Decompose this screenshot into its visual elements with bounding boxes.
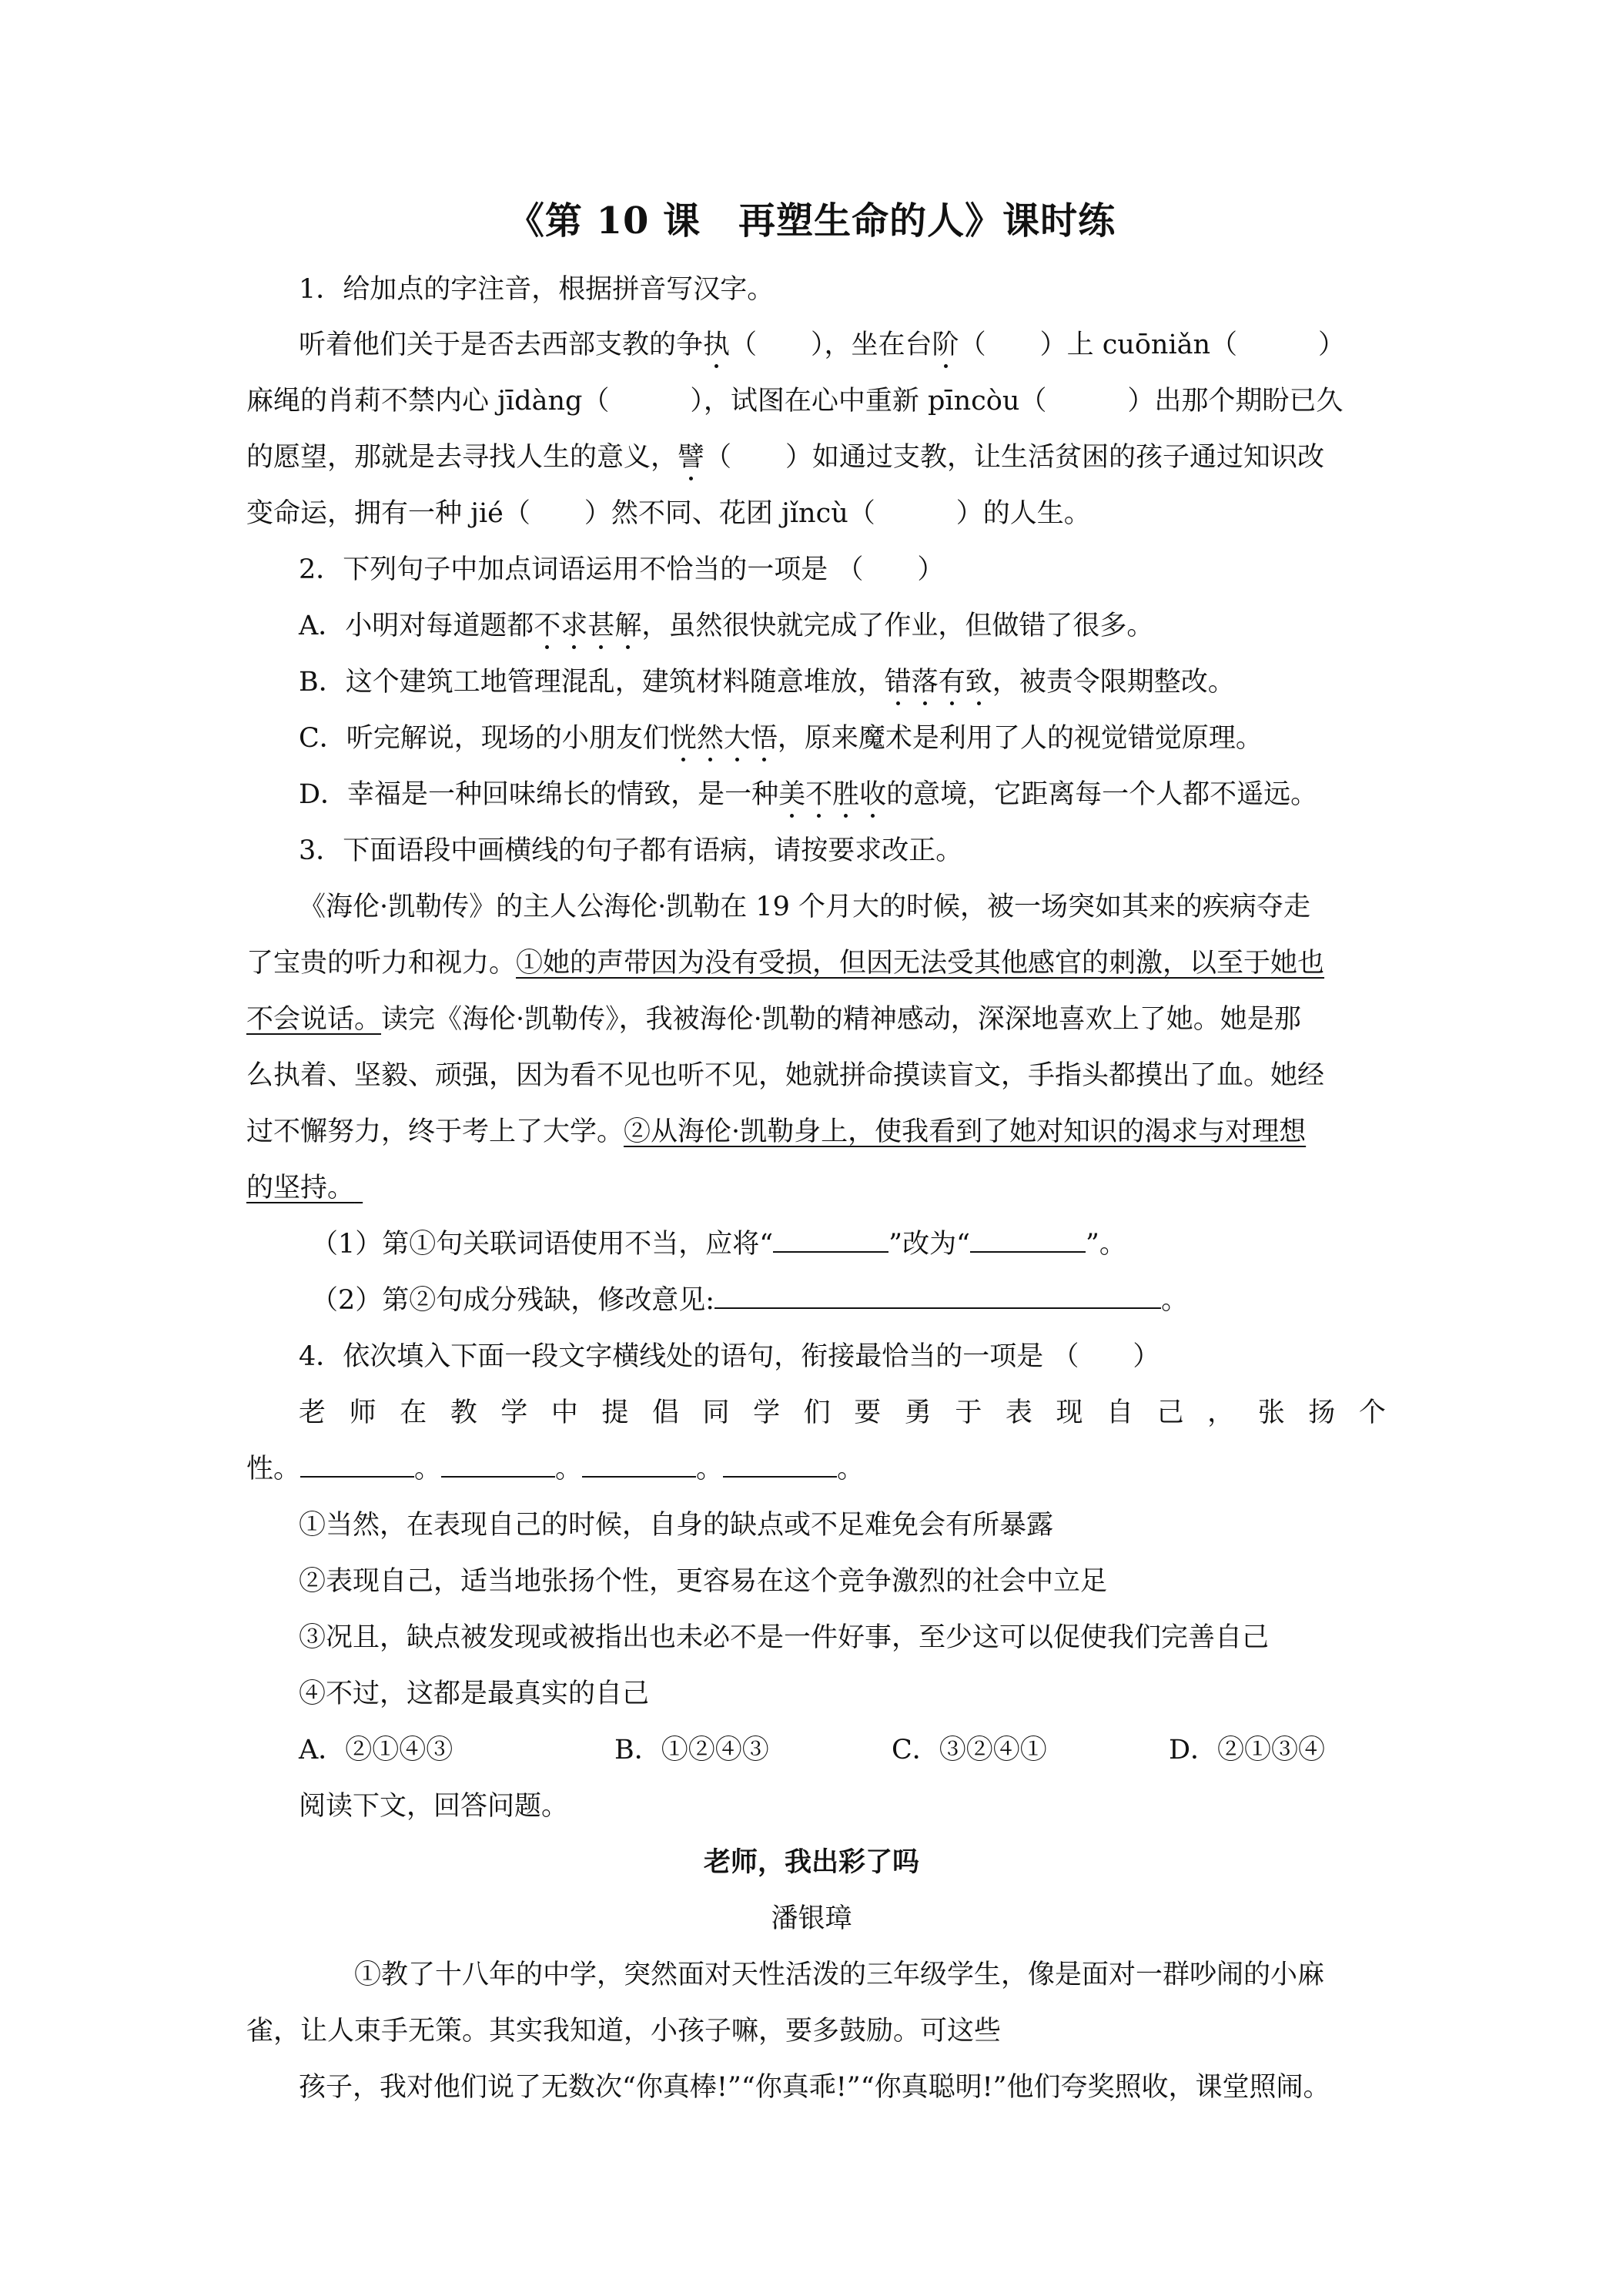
q3-passage-line-2 [246, 945, 1386, 982]
dotted-char: 落 [911, 667, 939, 698]
dotted-char: 甚 [587, 611, 615, 641]
option-d[interactable]: D．②①③④ [1169, 1735, 1326, 1766]
reading-paragraph-2: 孩子，我对他们说了无数次“你真棒!”“你真乖!”“你真聪明!”他们夸奖照收，课堂照闹。 [299, 2072, 1330, 2103]
q3-sub-2 [311, 1282, 1451, 1319]
q3-passage-line-4: 么执着、坚毅、顽强，因为看不见也听不见，她就拼命摸读盲文，手指头都摸出了血。她经 [246, 1060, 1325, 1091]
q1-text: 的愿望，那就是去寻找人生的意义， [246, 442, 678, 473]
reading-title: 老师，我出彩了吗 [703, 1846, 919, 1878]
dotted-char: 譬 [678, 442, 705, 473]
q4-sentence-1: ①当然，在表现自己的时候，自身的缺点或不足难免会有所暴露 [299, 1510, 1054, 1541]
option-text: D．幸福是一种回味绵长的情致，是一种 [299, 779, 779, 810]
q3-passage-line-3 [246, 1001, 1386, 1038]
dotted-char: 致 [965, 667, 992, 698]
q1-text: （ ），坐在台 [730, 330, 932, 360]
underlined-sentence-2-end: 的坚持。 [246, 1173, 355, 1203]
sub-question-text: （2）第②句成分残缺，修改意见: [311, 1285, 715, 1316]
char: 勇 [904, 1397, 932, 1428]
char: 提 [601, 1397, 629, 1428]
option-text: ，被责令限期整改。 [992, 667, 1235, 698]
dotted-char: 错 [884, 667, 912, 698]
separator: 。 [414, 1454, 442, 1484]
answer-blank[interactable] [723, 1451, 837, 1478]
q2-option-a [299, 607, 1438, 644]
passage-text: 过不懈努力，终于考上了大学。 [246, 1116, 624, 1147]
dotted-char: 美 [778, 779, 806, 810]
char: 学 [500, 1397, 528, 1428]
q4-stem: 4．依次填入下面一段文字横线处的语句，衔接最恰当的一项是 （ ） [299, 1341, 1160, 1372]
underline-tail: ​ [354, 1173, 363, 1203]
q3-passage-line-5 [246, 1113, 1386, 1150]
q1-text: （ ）上 cuōniǎn（ ） [959, 330, 1346, 360]
char: 同 [702, 1397, 730, 1428]
char: 中 [550, 1397, 578, 1428]
reading-author: 潘银璋 [771, 1903, 852, 1934]
char: 己 [1156, 1397, 1184, 1428]
answer-blank[interactable] [300, 1451, 414, 1478]
char: 师 [349, 1397, 376, 1428]
q1-text: 听着他们关于是否去西部支教的争 [299, 330, 704, 360]
char: 表 [1005, 1397, 1032, 1428]
char: ， [1207, 1397, 1235, 1428]
dotted-char: 悟 [750, 723, 778, 754]
dotted-char: 大 [723, 723, 751, 754]
reading-paragraph-1-cont: 雀，让人束手无策。其实我知道，小孩子嘛，要多鼓励。可这些 [246, 2016, 1002, 2047]
option-text: ，原来魔术是利用了人的视觉错觉原理。 [777, 723, 1263, 754]
underlined-sentence-2: ②从海伦·凯勒身上，使我看到了她对知识的渴求与对理想 [624, 1116, 1307, 1147]
reading-intro: 阅读下文，回答问题。 [299, 1791, 569, 1822]
underlined-sentence-1-end: 不会说话。 [246, 1004, 382, 1035]
separator: 。 [837, 1454, 865, 1484]
q4-passage-line-2 [246, 1451, 1386, 1488]
option-a[interactable]: A．②①④③ [299, 1735, 453, 1766]
sub-question-text: ”。 [1085, 1229, 1126, 1260]
underlined-sentence-1: ①她的声带因为没有受损，但因无法受其他感官的刺激，以至于她也 [516, 948, 1325, 979]
q1-line-2: 麻绳的肖莉不禁内心 jīdàng（ ），试图在心中重新 pīncòu（ ）出那个期盼已久 [246, 386, 1344, 417]
q1-line-3 [246, 439, 1386, 476]
q3-stem: 3．下面语段中画横线的句子都有语病，请按要求改正。 [299, 835, 963, 866]
q2-stem: 2．下列句子中加点词语运用不恰当的一项是 （ ） [299, 554, 945, 585]
char: 学 [753, 1397, 781, 1428]
option-text: C．听完解说，现场的小朋友们 [299, 723, 670, 754]
answer-blank[interactable] [714, 1283, 1161, 1309]
answer-blank[interactable] [582, 1451, 696, 1478]
q3-passage-line-1: 《海伦·凯勒传》的主人公海伦·凯勒在 19 个月大的时候，被一场突如其来的疾病夺走 [299, 892, 1311, 922]
sub-question-text: 。 [1161, 1285, 1189, 1316]
option-text: 的意境，它距离每一个人都不遥远。 [886, 779, 1318, 810]
char: 扬 [1308, 1397, 1336, 1428]
q4-options [299, 1732, 1438, 1769]
dotted-char: 不 [534, 611, 561, 641]
option-text: ，虽然很快就完成了作业，但做错了很多。 [641, 611, 1154, 641]
char: 自 [1106, 1397, 1134, 1428]
q1-line-4: 变命运，拥有一种 jié（ ）然不同、花团 jǐncù（ ）的人生。 [246, 498, 1091, 529]
q2-option-d [299, 776, 1438, 813]
q2-option-b [299, 664, 1438, 701]
char: 张 [1257, 1397, 1285, 1428]
q1-line-1 [299, 326, 1438, 363]
q1-stem: 1．给加点的字注音，根据拼音写汉字。 [299, 274, 775, 305]
dotted-char: 恍 [669, 723, 697, 754]
sub-question-text: ”改为“ [888, 1229, 970, 1260]
char: 们 [803, 1397, 831, 1428]
dotted-char: 执 [703, 330, 731, 360]
spaced-line [299, 1394, 1386, 1431]
q1-text: （ ）如通过支教，让生活贫困的孩子通过知识改 [704, 442, 1325, 473]
answer-blank[interactable] [773, 1227, 888, 1253]
separator: 。 [555, 1454, 583, 1484]
char: 个 [1358, 1397, 1386, 1428]
dotted-char: 然 [696, 723, 724, 754]
sub-question-text: （1）第①句关联词语使用不当，应将“ [311, 1229, 774, 1260]
dotted-char: 有 [938, 667, 965, 698]
char: 于 [955, 1397, 982, 1428]
char: 老 [299, 1397, 326, 1428]
option-c[interactable]: C．③②④① [892, 1735, 1047, 1766]
dotted-char: 收 [859, 779, 887, 810]
dotted-char: 不 [805, 779, 833, 810]
passage-text: 了宝贵的听力和视力。 [246, 948, 517, 979]
answer-blank[interactable] [441, 1451, 555, 1478]
answer-blank[interactable] [970, 1227, 1086, 1253]
dotted-char: 解 [614, 611, 642, 641]
dotted-char: 阶 [932, 330, 959, 360]
passage-text: 读完《海伦·凯勒传》，我被海伦·凯勒的精神感动，深深地喜欢上了她。她是那 [381, 1004, 1301, 1035]
q4-sentence-4: ④不过，这都是最真实的自己 [299, 1678, 650, 1709]
q3-sub-1 [311, 1226, 1451, 1263]
dotted-char: 胜 [832, 779, 860, 810]
q4-passage-line-1 [299, 1394, 1386, 1431]
option-b[interactable]: B．①②④③ [614, 1735, 769, 1766]
passage-text: 性。 [246, 1454, 301, 1484]
char: 在 [400, 1397, 427, 1428]
option-text: A．小明对每道题都 [299, 611, 534, 641]
char: 要 [854, 1397, 882, 1428]
dotted-char: 求 [561, 611, 588, 641]
option-text: B．这个建筑工地管理混乱，建筑材料随意堆放， [299, 667, 885, 698]
reading-paragraph-1: ①教了十八年的中学，突然面对天性活泼的三年级学生，像是面对一群吵闹的小麻 [354, 1960, 1325, 1990]
q2-option-c [299, 720, 1438, 757]
char: 教 [450, 1397, 477, 1428]
q4-sentence-2: ②表现自己，适当地张扬个性，更容易在这个竞争激烈的社会中立足 [299, 1566, 1108, 1597]
separator: 。 [696, 1454, 724, 1484]
char: 现 [1056, 1397, 1083, 1428]
page-title: 《第 10 课 再塑生命的人》课时练 [507, 199, 1116, 243]
q3-passage-line-6 [246, 1170, 1386, 1207]
q4-sentence-3: ③况且，缺点被发现或被指出也未必不是一件好事，至少这可以促使我们完善自己 [299, 1622, 1270, 1653]
char: 倡 [651, 1397, 679, 1428]
